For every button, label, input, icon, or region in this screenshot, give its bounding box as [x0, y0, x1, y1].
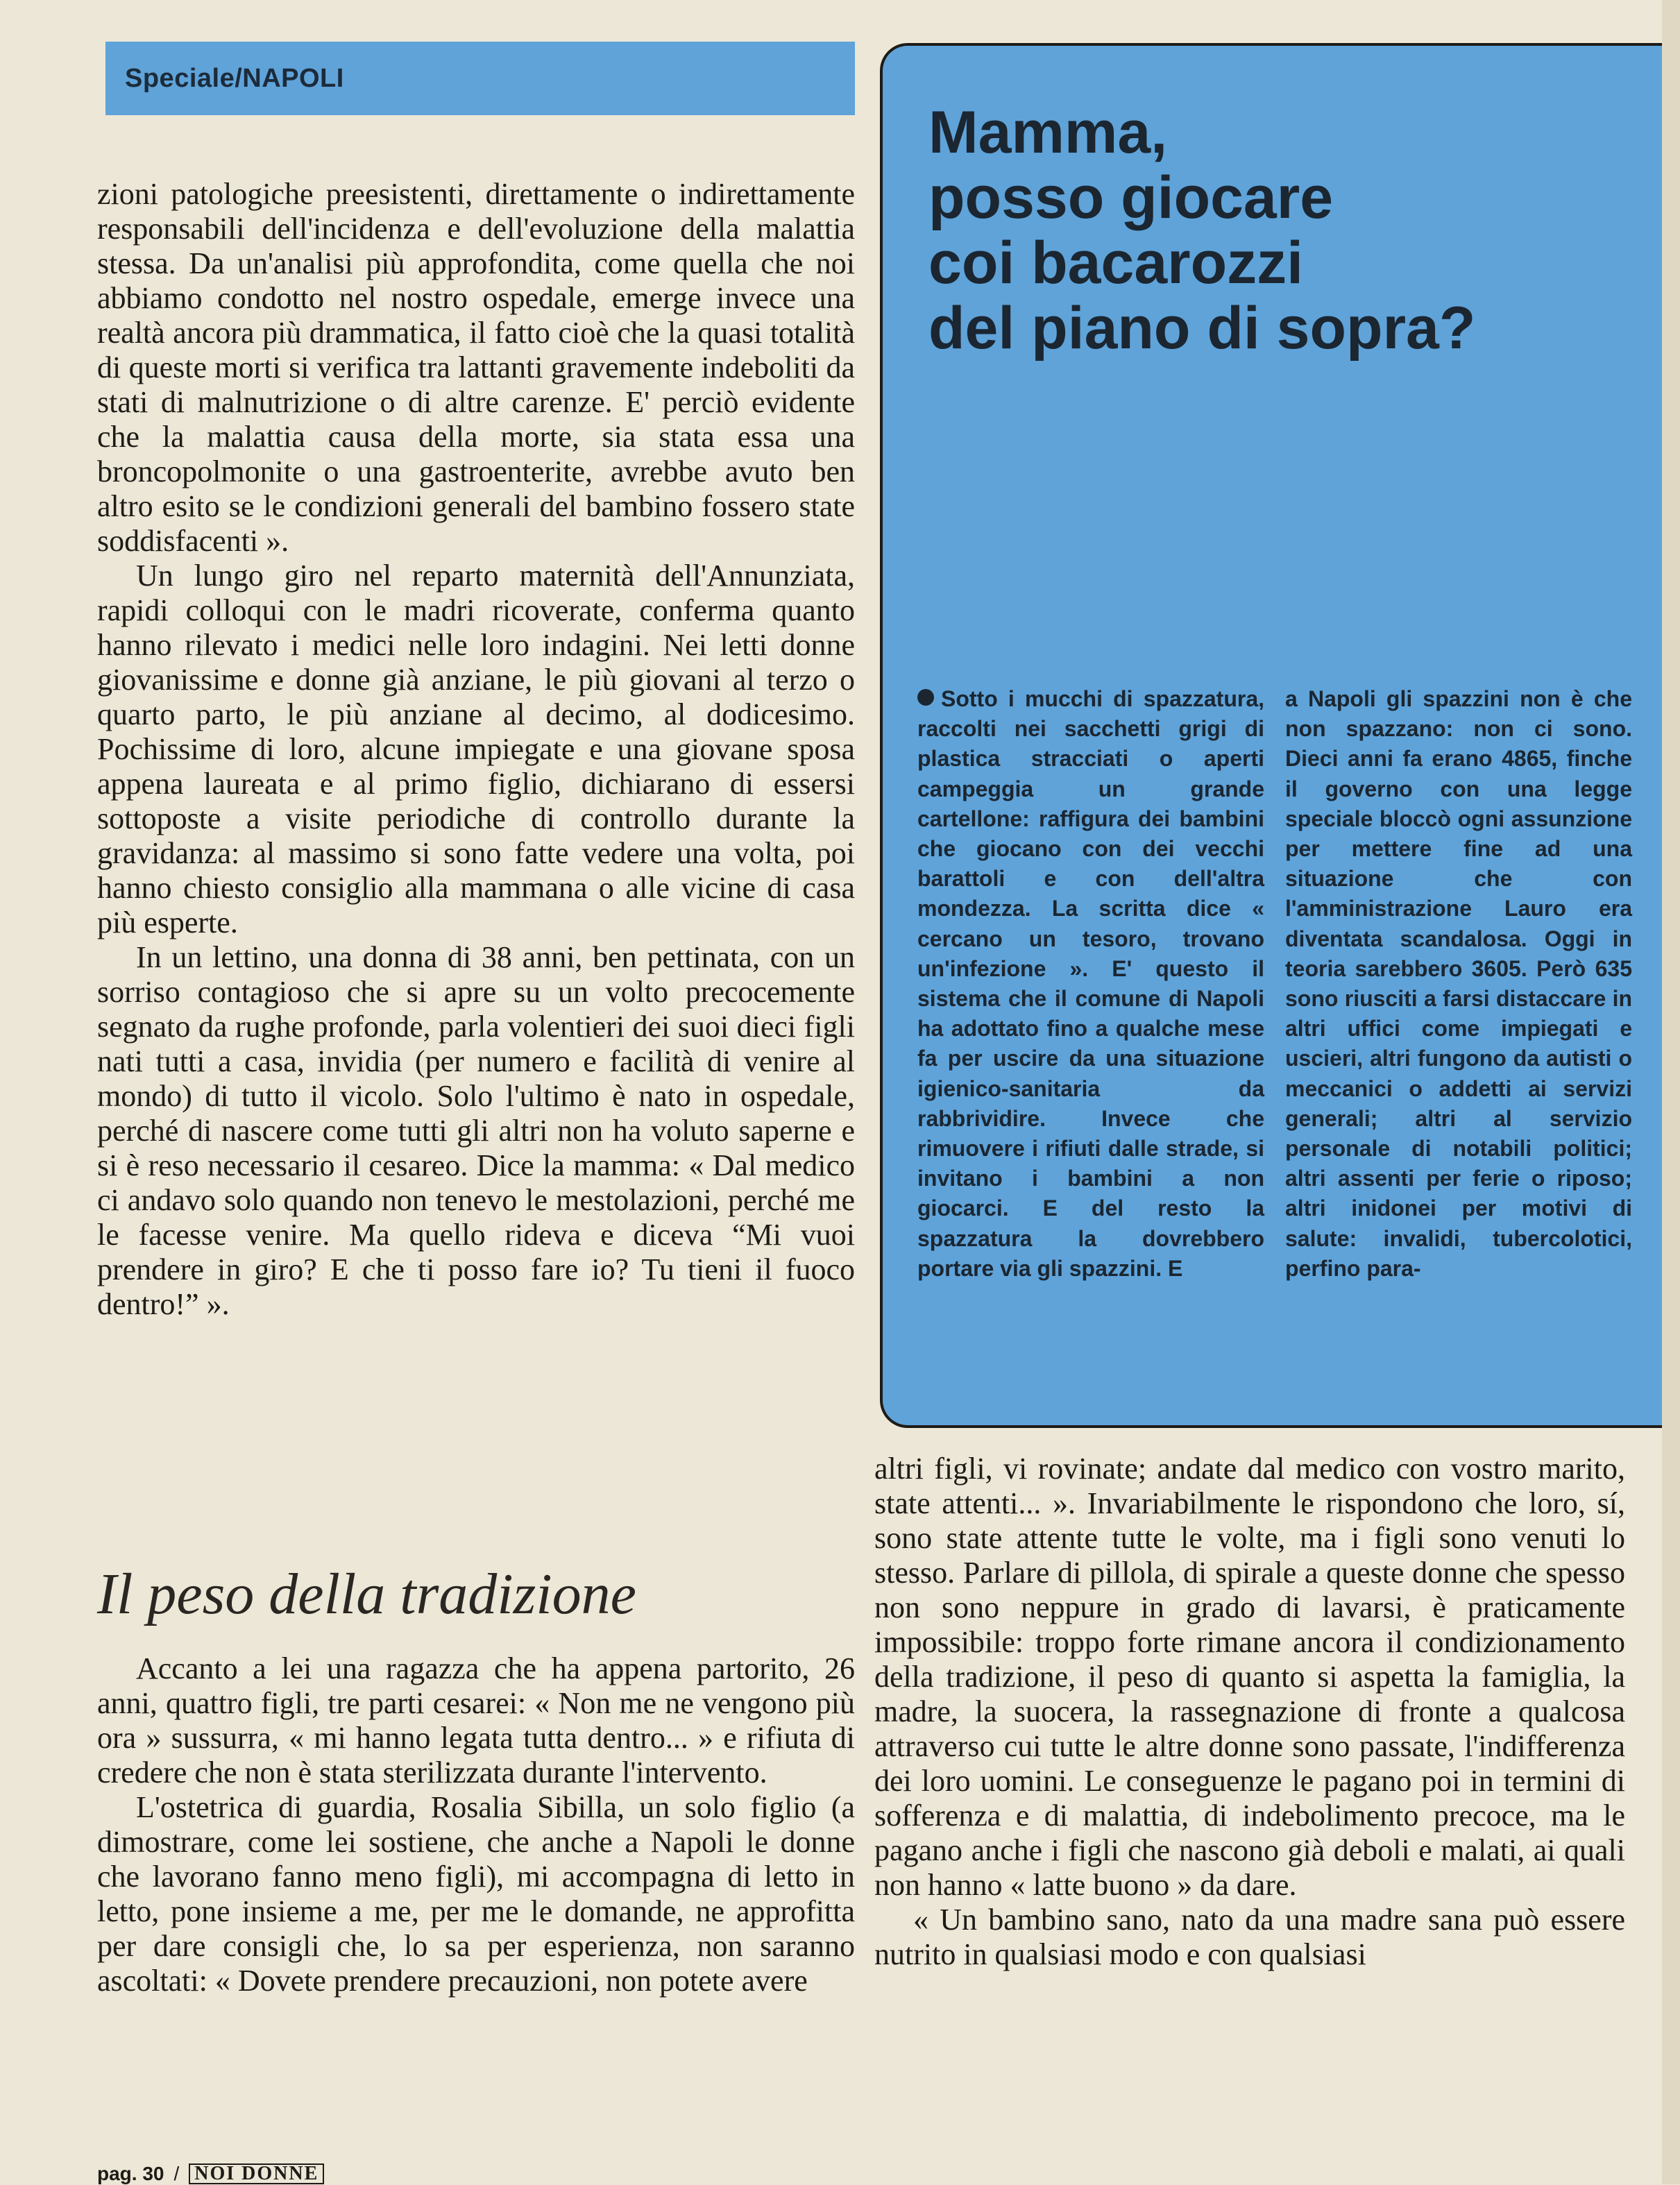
page-footer: [97, 2163, 324, 2184]
article-paragraph: Accanto a lei una ragazza che ha appena partorito, 26 anni, quattro figli, tre parti cesarei: « Non me ne vengono più ora » sussurra, « mi hanno legata tutta dentro... » e rifiuta di credere che non è stata sterilizzata durante l'intervento.: [97, 1651, 855, 1789]
footer-separator: /: [173, 2163, 180, 2184]
bullet-icon: [917, 689, 934, 706]
sidebar-box: [880, 43, 1680, 1428]
sidebar-column-1: [917, 684, 1264, 1284]
sidebar-column-2: a Napoli gli spazzini non è che non spazzano: non ci sono. Dieci anni fa erano 4865, finche il governo con una legge speciale bloccò ogni assunzione per mettere fine ad una situazione che con l'amministrazione Lauro era diventata scandalosa. Oggi in teoria sarebbero 3605. Però 635 sono riusciti a farsi distaccare in altri uffici come impiegati e uscieri, altri fungono da autisti o meccanici o addetti ai servizi generali; altri al servizio personale di notabili politici; altri assenti per ferie o riposo; altri inidonei per motivi di salute: invalidi, tubercolotici, perfino para-: [1285, 686, 1632, 1281]
sidebar-title-line: posso giocare: [928, 164, 1334, 231]
article-column-right: [874, 1452, 1625, 1972]
sidebar-title-line: del piano di sopra?: [928, 295, 1476, 362]
article-paragraph: L'ostetrica di guardia, Rosalia Sibilla, un solo figlio (a dimostrare, come lei sostiene, che anche a Napoli le donne che lavorano fanno meno figli), mi accompagna di letto in letto, pone insieme a me, per me le domande, ne approfitta per dare consigli che, lo sa per esperienza, non saranno ascoltati: « Dovete prendere precauzioni, non potete avere: [97, 1790, 855, 1998]
article-column-left-bottom: [97, 1651, 855, 1998]
article-paragraph: In un lettino, una donna di 38 anni, ben pettinata, con un sorriso contagioso che si apre su un volto precocemente segnato da rughe profonde, parla volentieri dei suoi dieci figli nati tutti a casa, invidia (per numero e facilità di venire al mondo) di tutto il vicolo. Solo l'ultimo è nato in ospedale, perché di nascere come tutti gli altri non ha voluto saperne e si è reso necessario il cesareo. Dice la mamma: « Dal medico ci andavo solo quando non tenevo le mestolazioni, perché me le facesse venire. Ma quello rideva e diceva “Mi vuoi prendere in giro? E che ti posso fare io? Tu tieni il fuoco dentro!” ».: [97, 940, 855, 1321]
sidebar-title: [928, 100, 1664, 361]
article-paragraph: « Un bambino sano, nato da una madre sana può essere nutrito in qualsiasi modo e con qualsiasi: [874, 1903, 1625, 1971]
article-paragraph: zioni patologiche preesistenti, direttamente o indirettamente responsabili dell'incidenza e dell'evoluzione della malattia stessa. Da un'analisi più approfondita, come quella che noi abbiamo condotto nel nostro ospedale, emerge invece una realtà ancora più drammatica, il fatto cioè che la quasi totalità di queste morti si verifica tra lattanti gravemente indeboliti da stati di malnutrizione o di altre carenze. E' perciò evidente che la malattia causa della morte, sia stata essa una broncopolmonite o una gastroenterite, avrebbe avuto ben altro esito se le condizioni generali del bambino fossero state soddisfacenti ».: [97, 177, 855, 558]
section-header-label: Speciale/NAPOLI: [125, 63, 344, 93]
article-column-left-top: [97, 177, 855, 1322]
sidebar-title-line: coi bacarozzi: [928, 230, 1304, 296]
sidebar-title-line: Mamma,: [928, 99, 1168, 166]
article-paragraph: Un lungo giro nel reparto maternità dell'Annunziata, rapidi colloqui con le madri ricoverate, conferma quanto hanno rilevato i medici nelle loro indagini. Nei letti donne giovanissime e donne già anziane, le più giovani al terzo o quarto parto, le più anziane al decimo, al dodicesimo. Pochissime di loro, alcune impiegate e una giovane sposa appena laureata e al primo figlio, dichiarano di essersi sottoposte a visite periodiche di controllo durante la gravidanza: al massimo si sono fatte vedere una volta, poi hanno chiesto consiglio alla mammana o alle vicine di casa più esperte.: [97, 559, 855, 940]
sidebar-column-1-text: Sotto i mucchi di spazzatura, raccolti nei sacchetti grigi di plastica stracciati o aperti campeggia un grande cartellone: raffigura dei bambini che giocano con dei vecchi barattoli e con dell'altra mondezza. La scritta dice « cercano un tesoro, trovano un'infezione ». E' questo il sistema che il comune di Napoli ha adottato fino a qualche mese fa per uscire da una situazione igienico-sanitaria da rabbrividire. Invece che rimuovere i rifiuti dalle strade, si invitano i bambini a non giocarci. E del resto la spazzatura la dovrebbero portare via gli spazzini. E: [917, 686, 1264, 1281]
page-number: pag. 30: [97, 2163, 164, 2184]
page-edge-strip: [1662, 0, 1680, 2184]
magazine-logo: NOI DONNE: [189, 2163, 324, 2184]
section-heading: Il peso della tradizione: [97, 1562, 636, 1626]
article-paragraph: altri figli, vi rovinate; andate dal medico con vostro marito, state attenti... ». Invariabilmente le rispondono che loro, sí, sono state attente tutte le volte, ma i figli sono venuti lo stesso. Parlare di pillola, di spirale a queste donne che spesso non sono neppure in grado di lavarsi, è praticamente impossibile: troppo forte rimane ancora il condizionamento della tradizione, il peso di quanto si aspetta la famiglia, la madre, la suocera, la rassegnazione di fronte a qualcosa attraverso cui tutte le altre donne sono passate, l'indifferenza dei loro uomini. Le conseguenze le pagano poi in termini di sofferenza e di malattia, di indebolimento precoce, ma le pagano anche i figli che nascono già deboli e malati, ai quali non hanno « latte buono » da dare.: [874, 1452, 1625, 1902]
section-header-bar: [105, 42, 855, 115]
